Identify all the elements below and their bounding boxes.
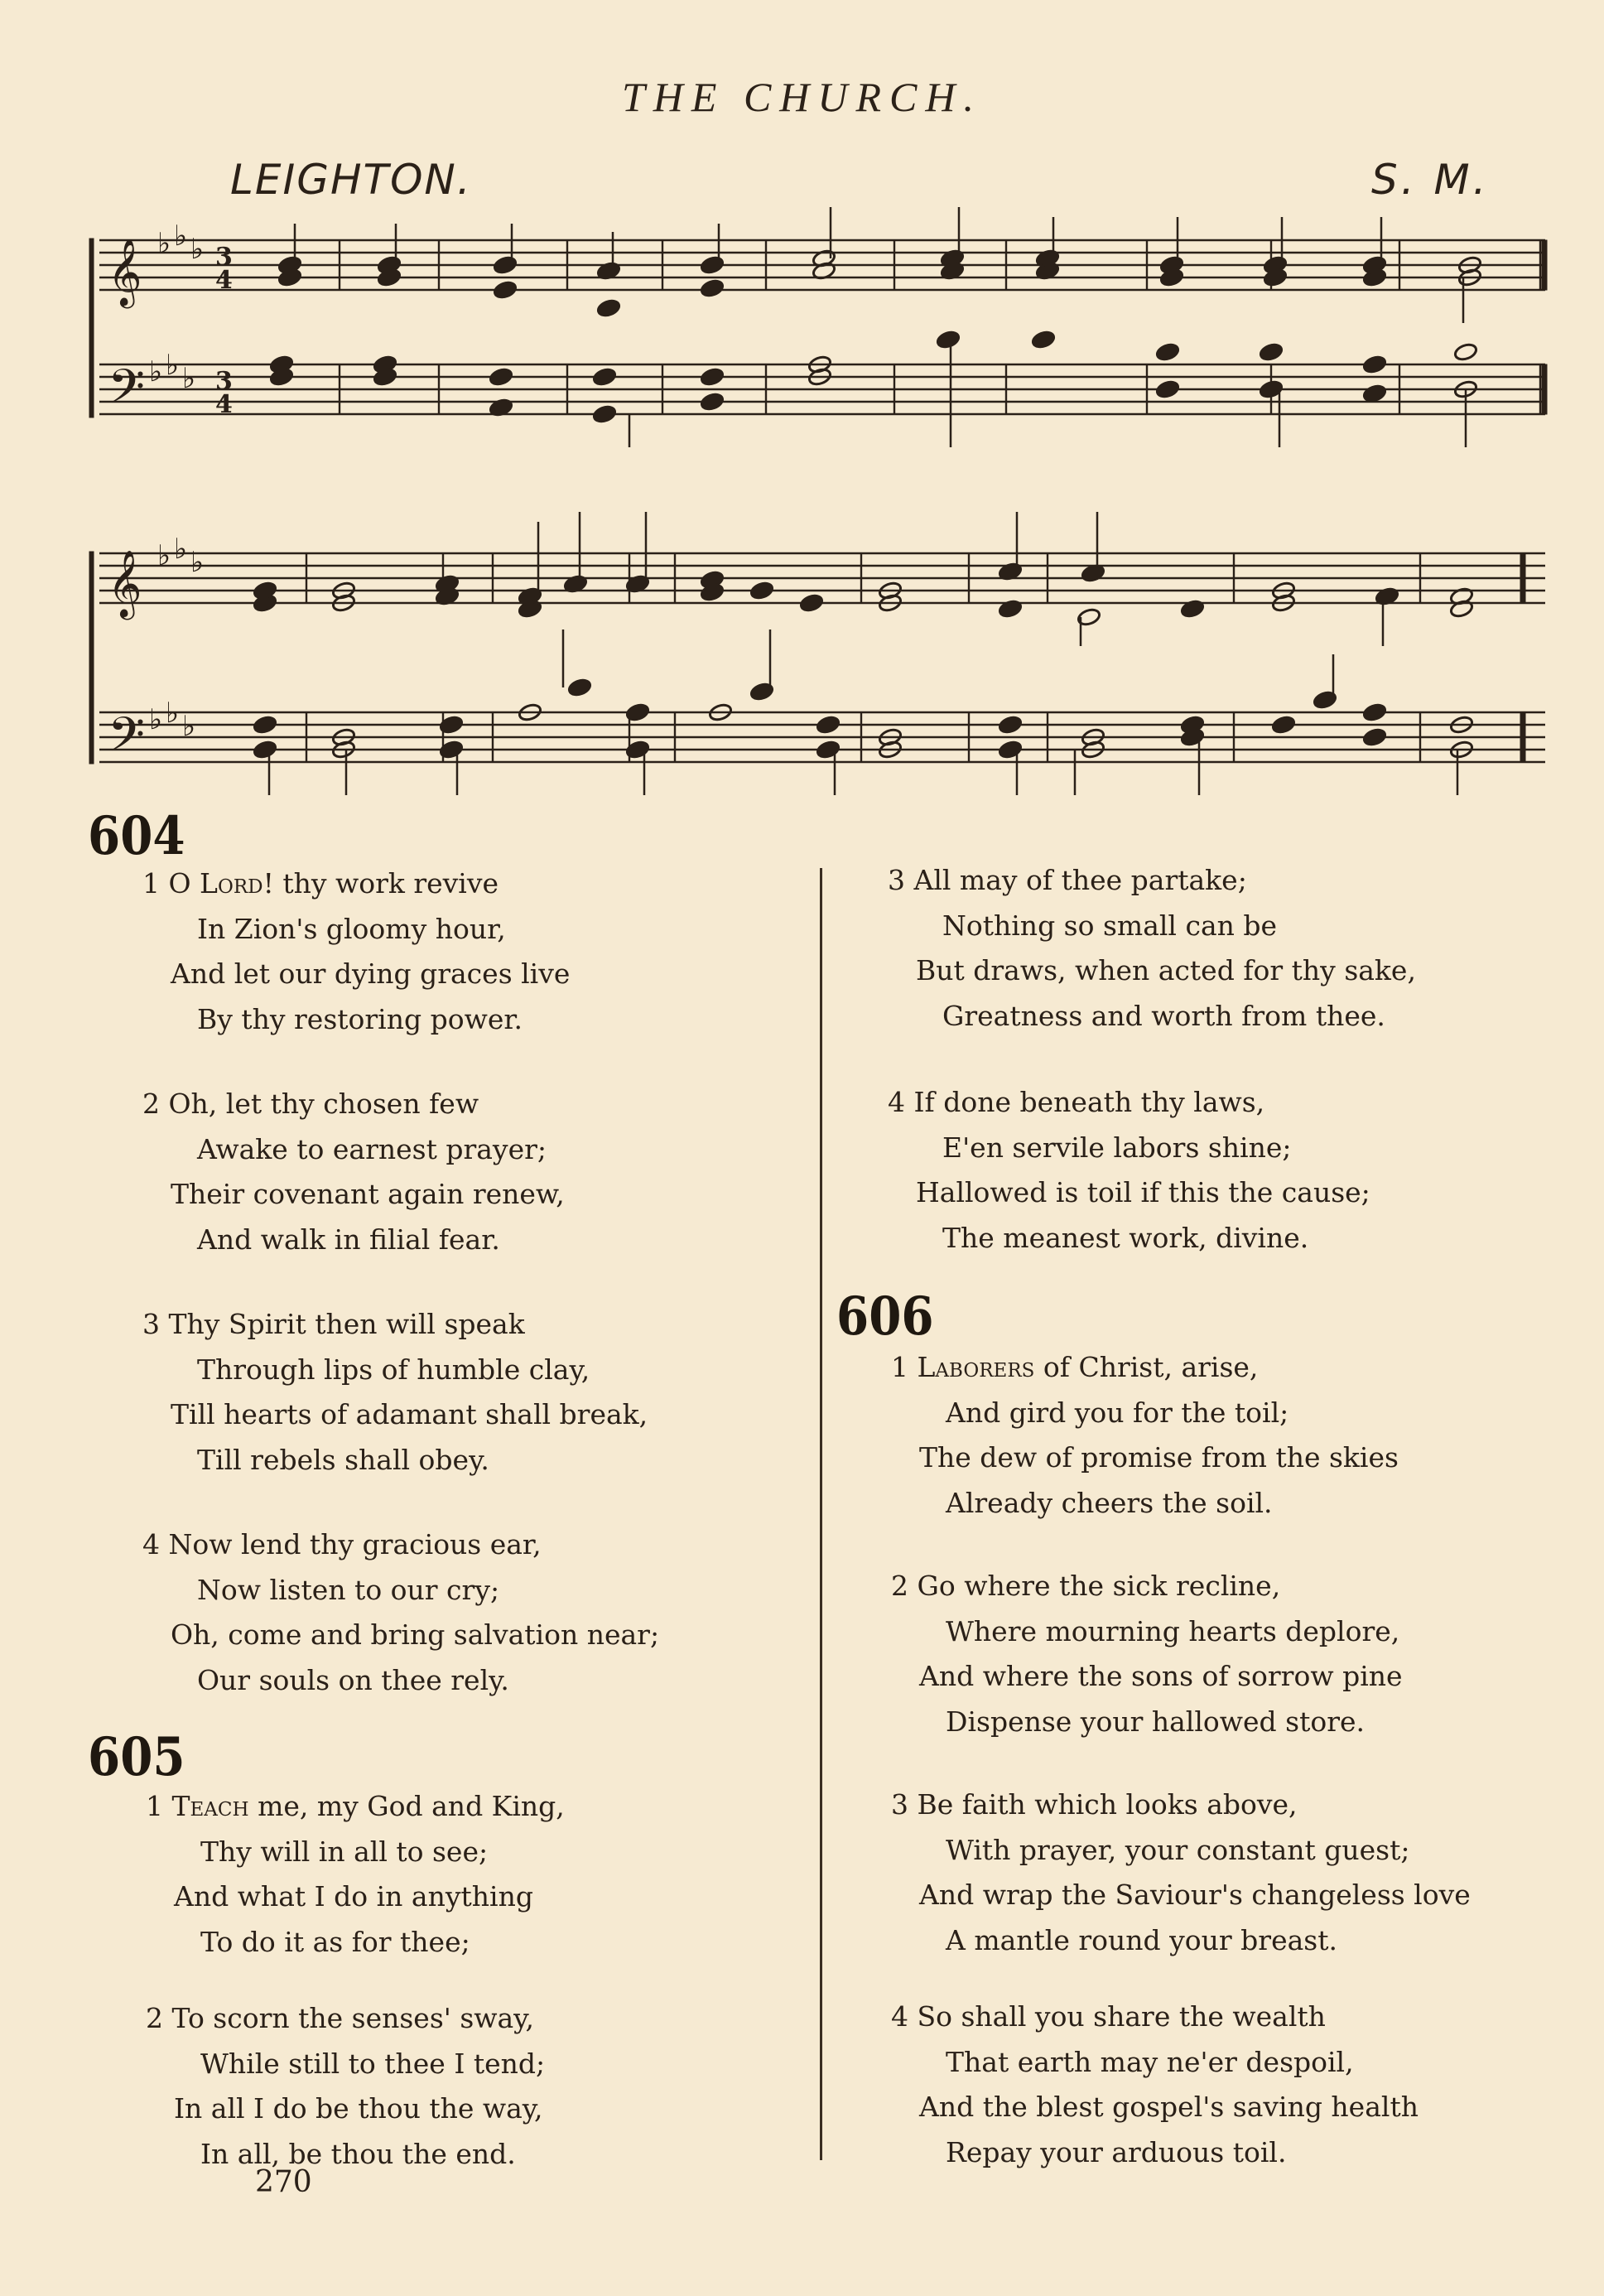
stanza-line: Till rebels shall obey. [197, 1443, 489, 1476]
flat-sign: ♭ [182, 710, 196, 743]
note-head [493, 280, 518, 300]
note-head [489, 367, 513, 387]
stanza-line: E'en servile labors shine; [942, 1131, 1292, 1164]
stanza-first-word: Teach [171, 1790, 249, 1822]
tune-name: LEIGHTON. [230, 156, 472, 204]
note-head [936, 330, 961, 350]
stanza-line: Nothing so small can be [942, 909, 1278, 942]
final-barline [1520, 712, 1525, 762]
final-barline [1542, 364, 1547, 414]
stanza-line: And walk in filial fear. [197, 1223, 500, 1256]
stanza-line: Our souls on thee rely. [197, 1663, 509, 1696]
system-bracket [89, 552, 94, 764]
hymn-604-stanza-2: 2 Oh, let thy chosen few Awake to earnest prayer; Their covenant again renew, And walk in filial fear. [142, 1082, 565, 1262]
hymn-number-605: 605 [88, 1726, 185, 1788]
flat-sign: ♭ [166, 349, 180, 382]
column-divider [820, 868, 822, 2160]
note-head [1155, 379, 1180, 399]
stanza-line: Their covenant again renew, [171, 1178, 565, 1210]
flat-sign: ♭ [182, 362, 196, 395]
note-head [625, 702, 650, 722]
clef-symbol: 𝄢 [108, 359, 146, 427]
note-head [816, 715, 841, 735]
stanza-line: Already cheers the soil. [946, 1486, 1273, 1519]
stanza-line: Greatness and worth from thee. [942, 999, 1385, 1032]
stanza-line: In Zion's gloomy hour, [197, 912, 506, 945]
note-head [567, 678, 592, 697]
hymn-605-stanza-3: 3 All may of thee partake; Nothing so small can be But draws, when acted for thy sake, Greatness and worth from thee. [888, 858, 1416, 1039]
stanza-line: By thy restoring power. [197, 1002, 523, 1035]
hymn-605-stanza-4: 4 If done beneath thy laws, E'en servile labors shine; Hallowed is toil if this the cause; The meanest work, divine. [888, 1080, 1370, 1261]
hymn-605-stanza-2: 2 To scorn the senses' sway, While still to thee I tend; In all I do be thou the way, In all, be thou the end. [146, 1996, 545, 2177]
note-head [1362, 383, 1387, 403]
time-signature: 3 [215, 367, 233, 396]
hymn-606-stanza-2: 2 Go where the sick recline, Where mourning hearts deplore, And where the sons of sorrow pine Dispense your hallowed store. [891, 1564, 1403, 1744]
note-head [592, 367, 617, 387]
stanza-first-word: O Lord! [168, 867, 274, 900]
stanza-line: Dispense your hallowed store. [946, 1705, 1365, 1738]
flat-sign: ♭ [157, 227, 171, 260]
note-head [493, 255, 518, 275]
note-head [253, 740, 277, 760]
stanza-line: And what I do in anything [174, 1880, 533, 1913]
clef-symbol: 𝄞 [108, 238, 142, 306]
stanza-line: And let our dying graces live [171, 957, 571, 990]
hymn-number-604: 604 [88, 805, 185, 867]
stanza-line: A mantle round your breast. [946, 1923, 1337, 1956]
stanza-line: Awake to earnest prayer; [197, 1132, 547, 1165]
note-head [700, 392, 725, 412]
hymn-number-606: 606 [836, 1285, 934, 1348]
stanza-line: And wrap the Saviour's changeless love [919, 1879, 1471, 1911]
stanza-line: Repay your arduous toil. [946, 2135, 1287, 2168]
stanza-line: Oh, come and bring salvation near; [171, 1618, 660, 1651]
note-head [1259, 342, 1284, 362]
time-signature: 4 [215, 390, 233, 419]
stanza-line: To do it as for thee; [200, 1925, 470, 1958]
clef-symbol: 𝄢 [108, 707, 146, 774]
note-head [596, 298, 621, 318]
system-bracket [89, 239, 94, 417]
stanza-line: And the blest gospel's saving health [919, 2091, 1419, 2123]
stanza-num: 1 [142, 867, 160, 900]
note-head [253, 715, 277, 735]
final-barline [1520, 553, 1525, 603]
hymn-606-stanza-3: 3 Be faith which looks above, With prayer, your constant guest; And wrap the Saviour's changeless love A mantle round your breast. [891, 1782, 1471, 1963]
stanza-line: In all, be thou the end. [200, 2137, 516, 2170]
note-head [998, 599, 1023, 619]
flat-sign: ♭ [157, 539, 171, 572]
note-head [749, 581, 774, 601]
stanza-first-word: Laborers [917, 1351, 1035, 1383]
note-head [1453, 342, 1478, 362]
stanza-line: Thy will in all to see; [200, 1835, 489, 1868]
note-head [998, 715, 1023, 735]
stanza-line: And where the sons of sorrow pine [919, 1660, 1403, 1692]
stanza-line: While still to thee I tend; [200, 2047, 546, 2080]
flat-sign: ♭ [174, 219, 188, 253]
hymn-604-stanza-1: 1 O Lord! thy work revive In Zion's gloomy hour, And let our dying graces live By thy restoring power. [142, 861, 570, 1042]
stanza-line: Where mourning hearts deplore, [946, 1614, 1400, 1647]
note-head [799, 593, 824, 613]
note-head [998, 740, 1023, 760]
flat-sign: ♭ [174, 533, 188, 566]
tune-meter: S. M. [1371, 156, 1490, 204]
stanza-line: The meanest work, divine. [942, 1221, 1309, 1254]
note-head [1031, 330, 1056, 350]
hymn-604-stanza-4: 4 Now lend thy gracious ear, Now listen to our cry; Oh, come and bring salvation near; Our souls on thee rely. [142, 1522, 659, 1703]
page-number: 270 [255, 2165, 312, 2199]
stanza-line: In all I do be thou the way, [174, 2092, 543, 2125]
stanza-line: Through lips of humble clay, [197, 1353, 590, 1386]
stanza-line: And gird you for the toil; [946, 1396, 1289, 1429]
note-head [816, 740, 841, 760]
note-head [1362, 702, 1387, 722]
stanza-line: Now listen to our cry; [197, 1573, 500, 1606]
note-head [592, 404, 617, 424]
time-signature: 3 [215, 243, 233, 272]
hymn-604-stanza-3: 3 Thy Spirit then will speak Through lips of humble clay, Till hearts of adamant shall break, Till rebels shall obey. [142, 1302, 648, 1483]
time-signature: 4 [215, 266, 233, 295]
flat-sign: ♭ [149, 703, 163, 736]
stanza-line: The dew of promise from the skies [919, 1441, 1399, 1474]
flat-sign: ♭ [149, 355, 163, 388]
stanza-line: Hallowed is toil if this the cause; [916, 1176, 1370, 1208]
note-head [1180, 599, 1205, 619]
hymn-606-stanza-1: 1 Laborers of Christ, arise, And gird you for the toil; The dew of promise from the skies Already cheers the soil. [891, 1345, 1399, 1526]
stanza-line: But draws, when acted for thy sake, [916, 954, 1416, 986]
flat-sign: ♭ [190, 546, 205, 579]
note-head [1362, 355, 1387, 374]
note-head [700, 255, 725, 275]
hymn-606-stanza-4: 4 So shall you share the wealth That earth may ne'er despoil, And the blest gospel's saving health Repay your arduous toil. [891, 1995, 1419, 2175]
running-title: THE CHURCH. [621, 74, 983, 120]
flat-sign: ♭ [166, 697, 180, 730]
note-head [1155, 342, 1180, 362]
stanza-line: With prayer, your constant guest; [946, 1833, 1410, 1866]
final-barline [1542, 240, 1547, 290]
note-head [700, 278, 725, 298]
note-head [1271, 715, 1296, 735]
music-score [0, 0, 1604, 812]
stanza-line: That earth may ne'er despoil, [946, 2045, 1354, 2078]
stanza-line: Till hearts of adamant shall break, [171, 1398, 648, 1430]
note-head [700, 367, 725, 387]
flat-sign: ♭ [190, 233, 205, 266]
clef-symbol: 𝄞 [108, 549, 142, 617]
note-head [1362, 727, 1387, 747]
hymn-605-stanza-1: 1 Teach me, my God and King, Thy will in all to see; And what I do in anything To do it as for thee; [146, 1784, 565, 1965]
